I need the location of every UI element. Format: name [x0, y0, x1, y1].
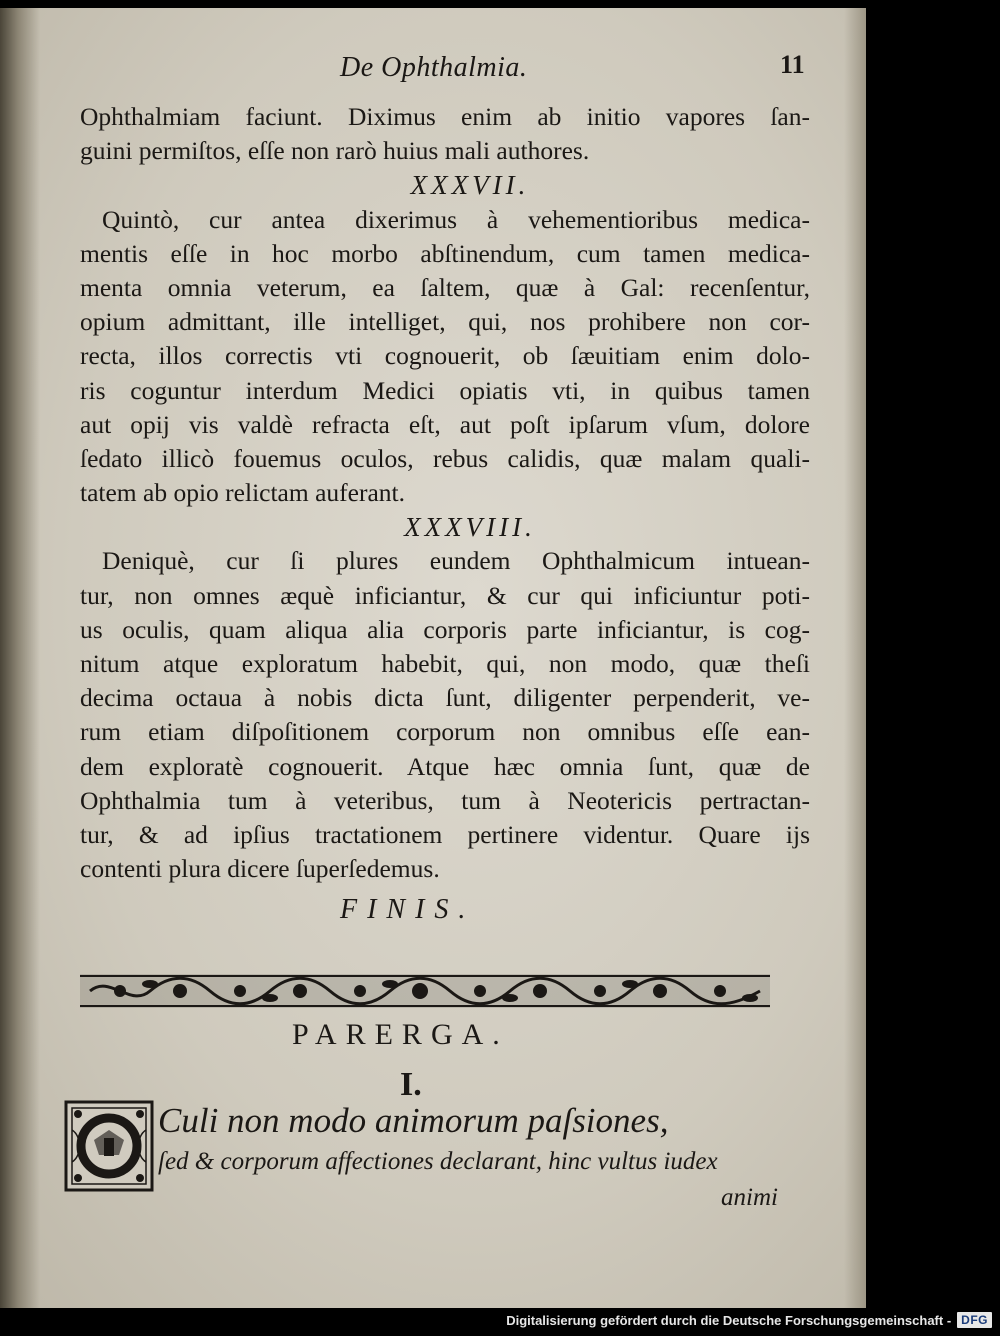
book-page [0, 8, 866, 1308]
text-line: aut opij vis valdè refracta eſt, aut poſt ipſarum vſum, dolore [80, 409, 810, 439]
text-line: mentis eſſe in hoc morbo abſtinendum, cum tamen medica- [80, 238, 810, 268]
text-line: Deniquè, cur ſi plures eundem Ophthalmicum intuean- [102, 546, 810, 576]
text-line: rum etiam diſpoſitionem corporum non omnibus eſſe ean- [80, 717, 810, 747]
text-line: Ophthalmia tum à veteribus, tum à Neotericis pertractan- [80, 785, 810, 815]
parerga-line: animi [721, 1184, 778, 1211]
text-line: menta omnia veterum, ea ſaltem, quæ à Gal: recenſentur, [80, 272, 810, 302]
parerga-line: Culi non modo animorum paſsiones, [158, 1101, 669, 1140]
text-line: nitum atque exploratum habebit, qui, non modo, quæ theſi [80, 649, 810, 678]
dfg-logo: DFG [957, 1312, 992, 1328]
text-line: us oculis, quam aliqua alia corporis parte inficiantur, is cog- [80, 614, 810, 644]
text-line: recta, illos correctis vti cognouerit, ob ſæuitiam enim dolo- [80, 341, 810, 371]
text-line: dem exploratè cognouerit. Atque hæc omnia ſunt, quæ de [80, 751, 810, 781]
section-numeral: XXXVIII. [404, 512, 536, 543]
text-line: opium admittant, ille intelliget, qui, nos prohibere non cor- [80, 307, 810, 337]
text-line: Quintò, cur antea dixerimus à vehementioribus medica- [102, 204, 810, 234]
decorated-initial-icon [64, 1100, 154, 1192]
body-text [80, 100, 810, 886]
running-head: De Ophthalmia. [340, 52, 528, 83]
parerga-line: ſed & corporum affectiones declarant, hinc vultus iudex [158, 1148, 718, 1175]
parerga-heading: PARERGA. [292, 1018, 509, 1051]
finis-heading: FINIS. [340, 894, 476, 925]
page-header [0, 48, 866, 88]
footer-text: Digitalisierung gefördert durch die Deutsche Forschungsgemeinschaft - [506, 1312, 952, 1328]
ornamental-border [80, 966, 770, 1016]
section-numeral: I. [400, 1066, 422, 1103]
text-line: tur, & ad ipſius tractationem pertinere videntur. Quare ijs [80, 819, 810, 849]
page-gutter-shadow [0, 8, 40, 1308]
page-number: 11 [780, 50, 805, 79]
text-line: Ophthalmiam faciunt. Diximus enim ab initio vapores ſan- [80, 102, 810, 131]
text-line: ſedato illicò fouemus oculos, rebus calidis, quæ malam quali- [80, 443, 810, 473]
text-line: decima octaua à nobis dicta ſunt, diligenter perpenderit, ve- [80, 683, 810, 713]
parerga-text [158, 1098, 788, 1216]
section-numeral: XXXVII. [410, 170, 530, 201]
text-line: ris coguntur interdum Medici opiatis vti, in quibus tamen [80, 375, 810, 405]
text-line: contenti plura dicere ſuperſedemus. [80, 854, 440, 884]
text-line: guini permiſtos, eſſe non rarò huius mali authores. [80, 136, 590, 166]
text-line: tatem ab opio relictam auferant. [80, 478, 405, 508]
page-edge-shadow [844, 8, 866, 1308]
text-line: tur, non omnes æquè inficiantur, & cur qui inficiuntur poti- [80, 580, 810, 610]
footer-credit [506, 1308, 992, 1332]
